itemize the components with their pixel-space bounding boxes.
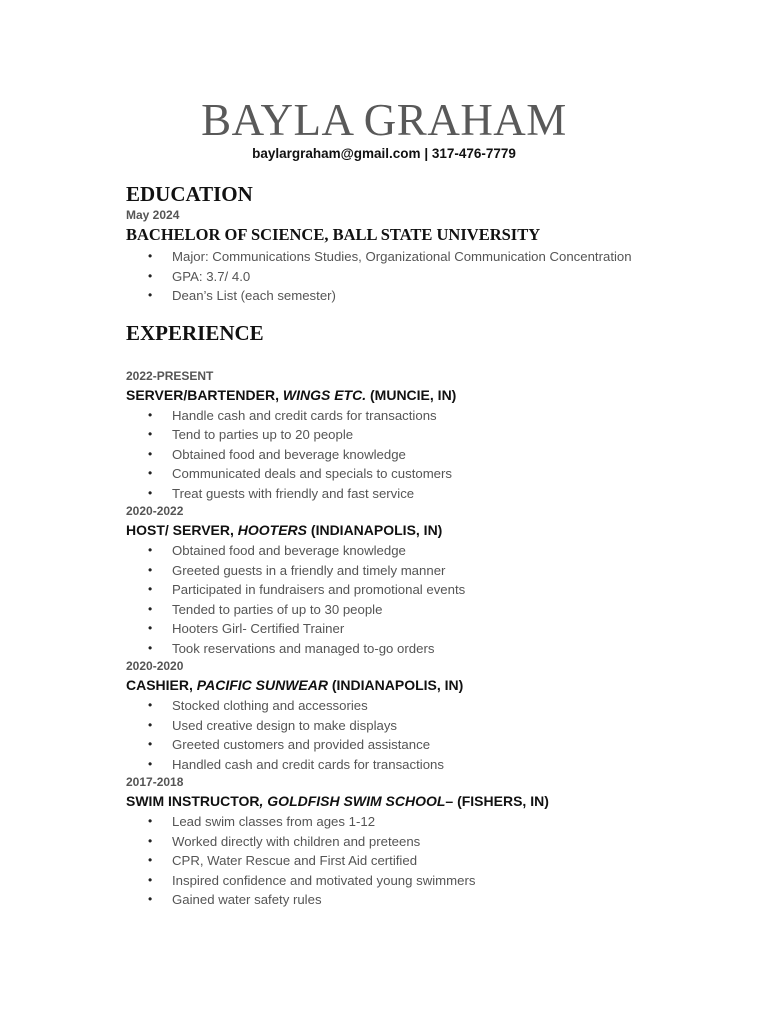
- list-item: • Communicated deals and specials to customers: [126, 464, 726, 484]
- list-item: • Greeted customers and provided assistance: [126, 735, 726, 755]
- phone-number: 317-476-7779: [431, 146, 516, 161]
- job-entry: [126, 503, 726, 658]
- job-date: 2020-2022: [126, 504, 184, 518]
- job-entry: [126, 774, 726, 910]
- education-section: [126, 181, 726, 306]
- list-item: • Lead swim classes from ages 1-12: [126, 812, 726, 832]
- job-location: (INDIANAPOLIS, IN): [327, 677, 464, 693]
- job-location: (MUNCIE, IN): [366, 386, 457, 403]
- job-role: SWIM INSTRUCTOR: [126, 793, 260, 809]
- email-address: baylargraham@gmail.com: [252, 146, 421, 161]
- job-bullet-list: [126, 812, 726, 910]
- job-bullet-list: [126, 541, 726, 658]
- list-item: • Gained water safety rules: [126, 890, 726, 910]
- job-date: 2022-PRESENT: [126, 368, 214, 383]
- education-bullet-list: [126, 247, 726, 306]
- job-employer: PACIFIC SUNWEAR: [196, 677, 328, 693]
- job-bullet-list: [126, 696, 726, 774]
- education-date: May 2024: [126, 208, 180, 222]
- job-location: (INDIANAPOLIS, IN): [307, 522, 443, 538]
- experience-heading: EXPERIENCE: [126, 320, 264, 345]
- list-item: • Obtained food and beverage knowledge: [126, 541, 726, 561]
- list-item: • Participated in fundraisers and promotional events: [126, 580, 726, 600]
- list-item: • Stocked clothing and accessories: [126, 696, 726, 716]
- job-role: CASHIER,: [126, 677, 197, 693]
- job-bullet-list: [126, 406, 726, 504]
- list-item: • Tended to parties of up to 30 people: [126, 600, 726, 620]
- job-date: 2020-2020: [126, 659, 184, 673]
- job-location: – (FISHERS, IN): [445, 793, 549, 809]
- job-title-line: [126, 520, 726, 540]
- list-item: • Tend to parties up to 20 people: [126, 425, 726, 445]
- job-employer: , GOLDFISH SWIM SCHOOL: [259, 793, 446, 809]
- experience-section: [126, 320, 726, 910]
- job-role: SERVER/BARTENDER,: [126, 386, 283, 403]
- job-employer: HOOTERS: [237, 522, 308, 538]
- job-title-line: [126, 791, 726, 811]
- resume-body: [126, 180, 726, 910]
- job-entry: [126, 368, 726, 504]
- list-item: • Handled cash and credit cards for transactions: [126, 755, 726, 775]
- contact-line: [0, 145, 768, 163]
- list-item: • Inspired confidence and motivated young swimmers: [126, 871, 726, 891]
- list-item: • Used creative design to make displays: [126, 716, 726, 736]
- education-heading: EDUCATION: [126, 182, 253, 206]
- list-item: • Worked directly with children and preteens: [126, 832, 726, 852]
- list-item: • Handle cash and credit cards for transactions: [126, 406, 726, 426]
- list-item: • Treat guests with friendly and fast service: [126, 484, 726, 504]
- list-item: • GPA: 3.7/ 4.0: [126, 267, 726, 287]
- degree-title: BACHELOR OF SCIENCE, BALL STATE UNIVERSITY: [126, 225, 541, 244]
- job-role: HOST/ SERVER,: [126, 522, 238, 538]
- list-item: • Major: Communications Studies, Organizational Communication Concentration: [126, 247, 726, 267]
- job-title-line: [126, 675, 726, 695]
- list-item: • Hooters Girl- Certified Trainer: [126, 619, 726, 639]
- list-item: • Greeted guests in a friendly and timely manner: [126, 561, 726, 581]
- contact-separator: |: [420, 146, 432, 161]
- job-entry: [126, 658, 726, 774]
- job-employer: WINGS ETC.: [282, 386, 367, 403]
- job-date: 2017-2018: [126, 775, 184, 789]
- list-item: • Dean’s List (each semester): [126, 286, 726, 306]
- job-title-line: [126, 385, 726, 405]
- list-item: • Obtained food and beverage knowledge: [126, 445, 726, 465]
- list-item: • CPR, Water Rescue and First Aid certified: [126, 851, 726, 871]
- list-item: • Took reservations and managed to-go orders: [126, 639, 726, 659]
- candidate-name: BAYLA GRAHAM: [201, 95, 567, 145]
